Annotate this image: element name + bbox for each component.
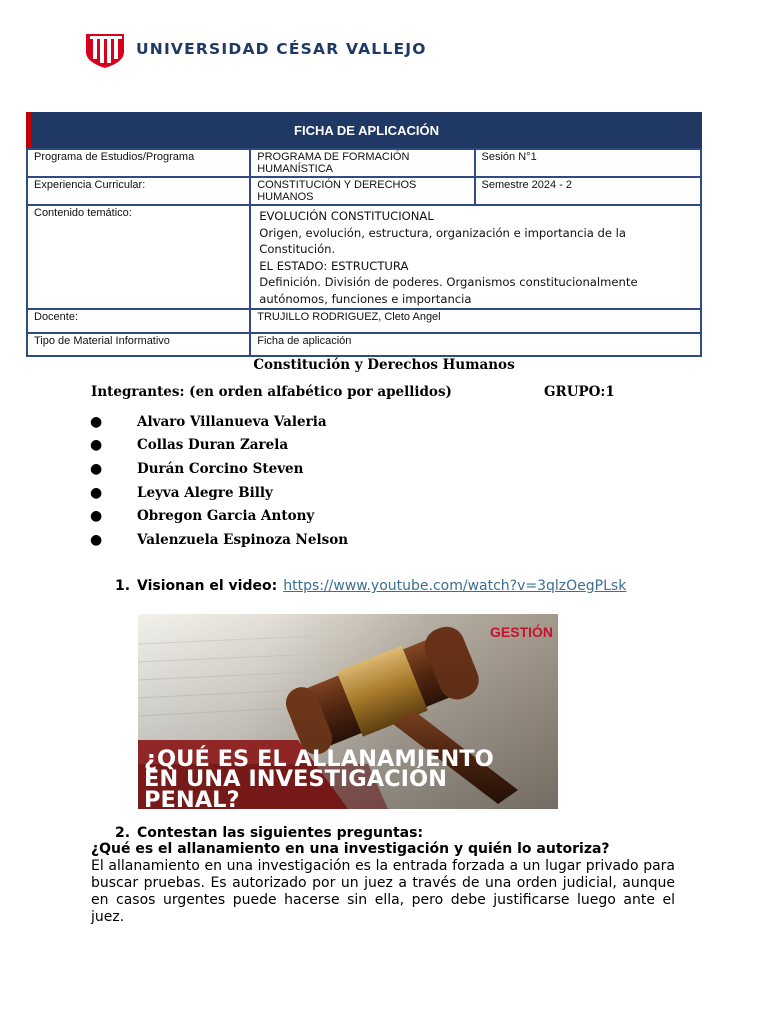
university-logo bbox=[84, 30, 427, 68]
bullet-icon: ● bbox=[90, 531, 103, 548]
thumbnail-headline-line: ¿QUÉ ES EL ALLANAMIENTO bbox=[144, 746, 494, 772]
table-row bbox=[27, 333, 701, 356]
bullet-icon: ● bbox=[90, 437, 103, 454]
content-line: Origen, evolución, estructura, organización e importancia de la Constitución. bbox=[259, 225, 627, 256]
step-number: 1. bbox=[115, 578, 131, 594]
row-label: Docente: bbox=[27, 309, 250, 333]
table-row bbox=[27, 177, 701, 205]
list-item bbox=[90, 434, 348, 458]
step-label: Contestan las siguientes preguntas: bbox=[137, 825, 424, 841]
video-thumbnail[interactable] bbox=[138, 614, 558, 809]
row-label: Experiencia Curricular: bbox=[27, 177, 250, 205]
brand-text: GESTIÓN bbox=[490, 624, 554, 640]
step-label: Visionan el video: bbox=[137, 578, 278, 594]
question-text: ¿Qué es el allanamiento en una investigación y quién lo autoriza? bbox=[91, 841, 610, 857]
bullet-icon: ● bbox=[90, 413, 103, 430]
group-label: GRUPO:1 bbox=[544, 384, 615, 400]
course-title: Constitución y Derechos Humanos bbox=[253, 357, 515, 373]
step-2 bbox=[115, 825, 423, 841]
table-row bbox=[27, 309, 701, 333]
ficha-table bbox=[26, 112, 702, 357]
bullet-icon: ● bbox=[90, 484, 103, 501]
content-line: EVOLUCIÓN CONSTITUCIONAL bbox=[259, 209, 434, 223]
bullet-icon: ● bbox=[90, 460, 103, 477]
content-line: Definición. División de poderes. Organismos constitucionalmente bbox=[259, 275, 638, 289]
member-name: Obregon Garcia Antony bbox=[137, 508, 315, 525]
row-value: Ficha de aplicación bbox=[250, 333, 701, 356]
gavel-image bbox=[138, 614, 558, 809]
ficha-title: FICHA DE APLICACIÓN bbox=[26, 112, 702, 148]
contenido-tematico bbox=[250, 205, 701, 309]
member-name: Leyva Alegre Billy bbox=[137, 484, 273, 501]
university-name: UNIVERSIDAD CÉSAR VALLEJO bbox=[136, 40, 427, 58]
thumbnail-headline-line: PENAL? bbox=[144, 787, 240, 809]
members-list bbox=[90, 410, 348, 552]
table-row bbox=[27, 149, 701, 177]
row-value: CONSTITUCIÓN Y DERECHOS HUMANOS bbox=[250, 177, 474, 205]
bullet-icon: ● bbox=[90, 508, 103, 525]
member-name: Collas Duran Zarela bbox=[137, 437, 289, 454]
list-item bbox=[90, 528, 348, 552]
row-extra: Semestre 2024 - 2 bbox=[475, 177, 701, 205]
row-extra: Sesión N°1 bbox=[475, 149, 701, 177]
video-link[interactable]: https://www.youtube.com/watch?v=3qlzOegPLsk bbox=[283, 578, 627, 594]
step-number: 2. bbox=[115, 825, 131, 841]
row-value: PROGRAMA DE FORMACIÓN HUMANÍSTICA bbox=[250, 149, 474, 177]
row-label: Tipo de Material Informativo bbox=[27, 333, 250, 356]
member-name: Valenzuela Espinoza Nelson bbox=[137, 531, 349, 548]
list-item bbox=[90, 481, 348, 505]
member-name: Alvaro Villanueva Valeria bbox=[137, 413, 327, 430]
thumbnail-headline-line: EN UNA INVESTIGACIÓN bbox=[144, 766, 448, 792]
list-item bbox=[90, 410, 348, 434]
ucv-shield-icon bbox=[84, 30, 126, 68]
table-row bbox=[27, 205, 701, 309]
list-item bbox=[90, 457, 348, 481]
row-value: TRUJILLO RODRIGUEZ, Cleto Angel bbox=[250, 309, 701, 333]
row-label: Contenido temático: bbox=[27, 205, 250, 309]
members-heading: Integrantes: (en orden alfabético por apellidos) bbox=[91, 384, 452, 400]
step-1 bbox=[115, 578, 626, 594]
member-name: Durán Corcino Steven bbox=[137, 460, 304, 477]
content-line: EL ESTADO: ESTRUCTURA bbox=[259, 258, 409, 273]
content-line: autónomos, funciones e importancia bbox=[259, 291, 472, 306]
list-item bbox=[90, 504, 348, 528]
row-label: Programa de Estudios/Programa bbox=[27, 149, 250, 177]
answer-text: El allanamiento en una investigación es la entrada forzada a un lugar privado para buscar pruebas. Es autorizado por un juez a través de una orden judicial, aunque en casos urgentes puede hacerse sin ella, pero debe justificarse luego ante el juez. bbox=[91, 858, 675, 925]
